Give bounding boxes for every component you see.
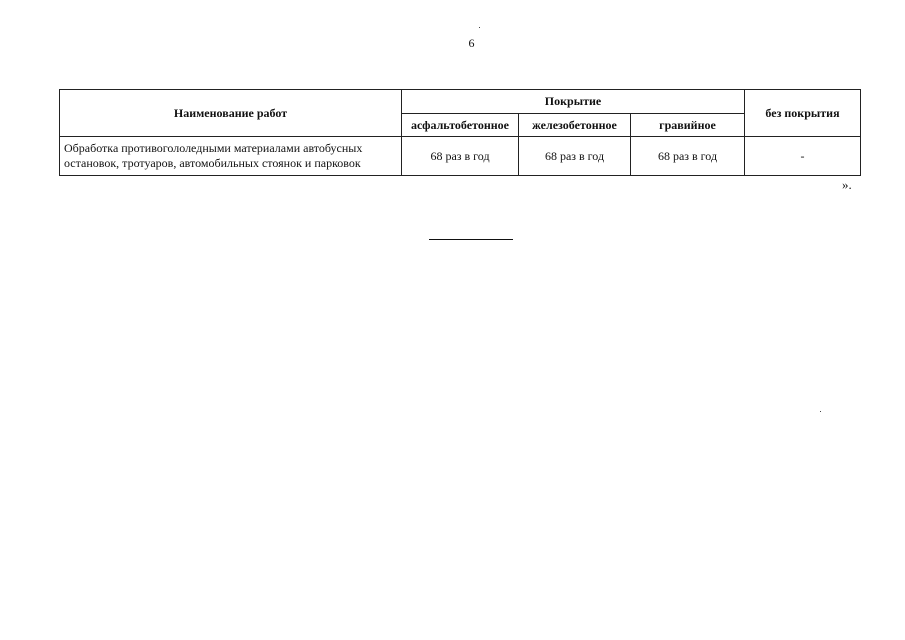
header-concrete: железобетонное <box>519 114 631 137</box>
works-table <box>59 89 861 176</box>
table-row <box>60 137 861 176</box>
scan-speck <box>820 411 821 412</box>
closing-quote: ». <box>842 177 852 192</box>
page-number: 6 <box>468 36 475 50</box>
header-gravel: гравийное <box>631 114 745 137</box>
table-header-row <box>60 90 861 114</box>
work-name-cell: Обработка противогололедными материалами автобусных остановок, тротуаров, автомобильных стоянок и парковок <box>60 137 402 176</box>
header-asphalt: асфальтобетонное <box>402 114 519 137</box>
gravel-frequency-cell: 68 раз в год <box>631 137 745 176</box>
no-coverage-frequency-cell: - <box>745 137 861 176</box>
header-no-coverage: без покрытия <box>745 90 861 137</box>
scan-speck <box>479 27 480 28</box>
header-coverage-group: Покрытие <box>402 90 745 114</box>
end-rule-divider <box>429 239 513 240</box>
asphalt-frequency-cell: 68 раз в год <box>402 137 519 176</box>
concrete-frequency-cell: 68 раз в год <box>519 137 631 176</box>
header-work-name: Наименование работ <box>60 90 402 137</box>
